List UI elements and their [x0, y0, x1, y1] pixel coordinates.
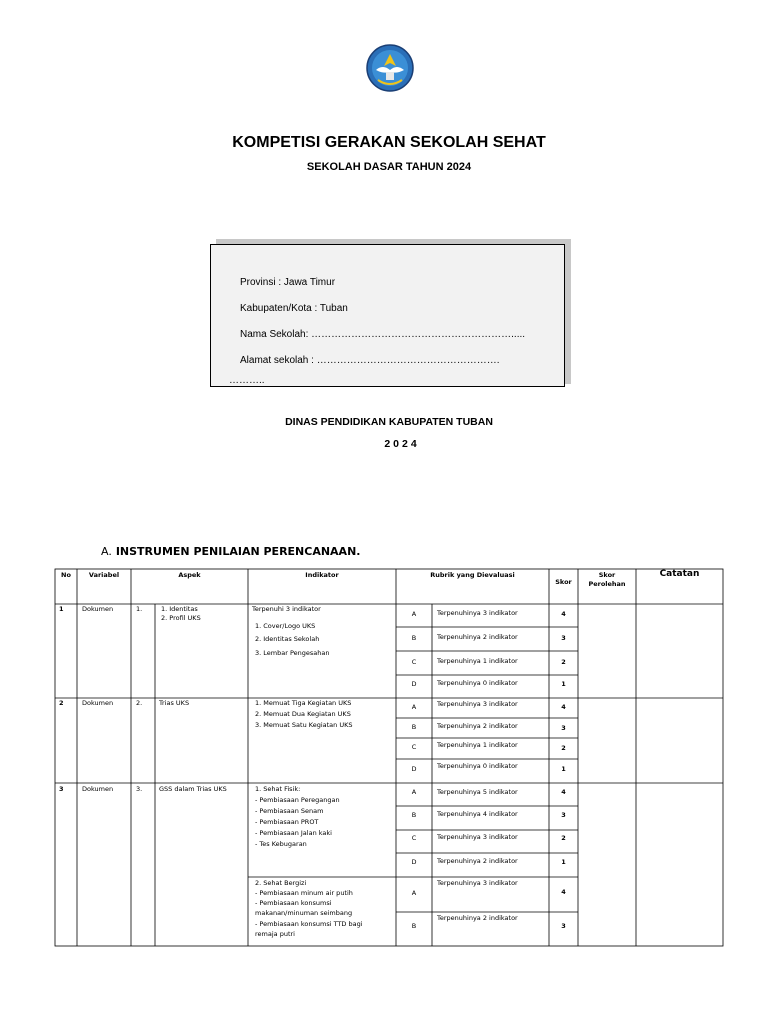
header-aspek: Aspek — [178, 571, 201, 579]
row3-grade: A — [411, 889, 417, 897]
row3-rubrik-text: Terpenuhinya 5 indikator — [437, 788, 518, 796]
nama-sekolah-line: Nama Sekolah: ……………………………………………………..... — [240, 329, 526, 340]
row3-indikator: - Tes Kebugaran — [255, 840, 307, 848]
row1-indikator: 1. Cover/Logo UKS — [255, 622, 316, 630]
row3-variabel: Dokumen — [82, 785, 114, 793]
row1-skor: 3 — [561, 634, 566, 642]
row2-indikator: 2. Memuat Dua Kegiatan UKS — [255, 710, 351, 718]
row1-aspek-no: 1. — [136, 605, 143, 613]
header-skor-perolehan-1: Skor — [598, 571, 616, 579]
dinas-label: DINAS PENDIDIKAN KABUPATEN TUBAN — [285, 416, 493, 428]
document-subtitle: SEKOLAH DASAR TAHUN 2024 — [306, 161, 472, 173]
row1-indikator: Terpenuhi 3 indikator — [252, 605, 321, 613]
alamat-sekolah-line: Alamat sekolah : ………………………………………………. — [240, 355, 500, 366]
header-indikator: Indikator — [305, 571, 339, 579]
row1-skor: 2 — [561, 658, 566, 666]
row2-rubrik-text: Terpenuhinya 0 indikator — [437, 762, 518, 770]
row3-indikator: - Pembiasaan Senam — [255, 807, 324, 815]
row2-grade: A — [411, 703, 417, 711]
row1-indikator: 2. Identitas Sekolah — [255, 635, 320, 643]
row2-no: 2 — [59, 699, 64, 707]
row2-grade: D — [411, 765, 417, 773]
row1-variabel: Dokumen — [82, 605, 114, 613]
row3-rubrik-text: Terpenuhinya 2 indikator — [437, 914, 518, 922]
row1-aspek-item: 1. Identitas — [161, 605, 198, 613]
row1-rubrik-text: Terpenuhinya 1 indikator — [437, 657, 518, 665]
header-variabel: Variabel — [88, 571, 120, 579]
row2-skor: 3 — [561, 724, 566, 732]
row1-aspek-item: 2. Profil UKS — [161, 614, 201, 622]
row3-indikator-2: makanan/minuman seimbang — [255, 909, 353, 917]
row3-grade: C — [411, 834, 417, 842]
row3-rubrik-text: Terpenuhinya 2 indikator — [437, 857, 518, 865]
row3-indikator-2: remaja putri — [255, 930, 295, 938]
row3-skor: 4 — [561, 888, 566, 896]
header-skor: Skor — [555, 578, 572, 586]
row1-grade: C — [411, 658, 417, 666]
row1-indikator: 3. Lembar Pengesahan — [255, 649, 330, 657]
row2-grade: B — [411, 723, 417, 731]
row3-indikator: - Pembiasaan Peregangan — [255, 796, 340, 804]
row1-grade: B — [411, 634, 417, 642]
row3-indikator: - Pembiasaan PROT — [255, 818, 319, 826]
row3-indikator-2: - Pembiasaan konsumsi — [255, 899, 332, 907]
row2-indikator: 3. Memuat Satu Kegiatan UKS — [255, 721, 353, 729]
row2-grade: C — [411, 743, 417, 751]
row3-aspek-no: 3. — [136, 785, 143, 793]
row2-indikator: 1. Memuat Tiga Kegiatan UKS — [255, 699, 352, 707]
row2-rubrik-text: Terpenuhinya 3 indikator — [437, 700, 518, 708]
row3-skor: 2 — [561, 834, 566, 842]
row1-skor: 4 — [561, 610, 566, 618]
section-letter: A. — [101, 545, 112, 558]
row1-skor: 1 — [561, 680, 566, 688]
row2-skor: 4 — [561, 703, 566, 711]
row1-rubrik-text: Terpenuhinya 2 indikator — [437, 633, 518, 641]
row2-skor: 2 — [561, 744, 566, 752]
row2-aspek-no: 2. — [136, 699, 143, 707]
year-label: 2024 — [384, 438, 420, 450]
header-skor-perolehan-2: Perolehan — [588, 580, 626, 588]
row3-aspek-item: GSS dalam Trias UKS — [159, 785, 227, 793]
provinsi-line: Provinsi : Jawa Timur — [240, 277, 336, 288]
row1-grade: A — [411, 610, 417, 618]
row2-variabel: Dokumen — [82, 699, 114, 707]
row3-rubrik-text: Terpenuhinya 3 indikator — [437, 833, 518, 841]
header-catatan: Catatan — [659, 569, 700, 579]
row3-indikator-2: 2. Sehat Bergizi — [255, 879, 307, 887]
row3-grade: A — [411, 788, 417, 796]
row3-indikator-2: - Pembiasaan konsumsi TTD bagi — [255, 920, 363, 928]
row3-rubrik-text: Terpenuhinya 4 indikator — [437, 810, 518, 818]
row2-rubrik-text: Terpenuhinya 1 indikator — [437, 741, 518, 749]
header-no: No — [61, 571, 71, 579]
row3-indikator: 1. Sehat Fisik: — [255, 785, 301, 793]
row1-grade: D — [411, 680, 417, 688]
row3-skor: 3 — [561, 922, 566, 930]
row3-indikator-2: - Pembiasaan minum air putih — [255, 889, 353, 897]
alamat-continuation: ……….. — [229, 375, 265, 386]
row3-skor: 1 — [561, 858, 566, 866]
row3-grade: D — [411, 858, 417, 866]
row3-skor: 4 — [561, 788, 566, 796]
row2-skor: 1 — [561, 765, 566, 773]
row1-no: 1 — [59, 605, 64, 613]
row3-skor: 3 — [561, 811, 566, 819]
kabupaten-line: Kabupaten/Kota : Tuban — [240, 303, 348, 314]
section-title: INSTRUMEN PENILAIAN PERENCANAAN. — [115, 545, 361, 558]
row2-aspek-item: Trias UKS — [159, 699, 190, 707]
row2-rubrik-text: Terpenuhinya 2 indikator — [437, 722, 518, 730]
header-rubrik: Rubrik yang Dievaluasi — [430, 571, 515, 579]
row3-no: 3 — [59, 785, 64, 793]
document-title: KOMPETISI GERAKAN SEKOLAH SEHAT — [232, 134, 546, 151]
row1-rubrik-text: Terpenuhinya 0 indikator — [437, 679, 518, 687]
row3-indikator: - Pembiasaan Jalan kaki — [255, 829, 332, 837]
row1-rubrik-text: Terpenuhinya 3 indikator — [437, 609, 518, 617]
row3-grade: B — [411, 922, 417, 930]
row3-grade: B — [411, 811, 417, 819]
row3-rubrik-text: Terpenuhinya 3 indikator — [437, 879, 518, 887]
